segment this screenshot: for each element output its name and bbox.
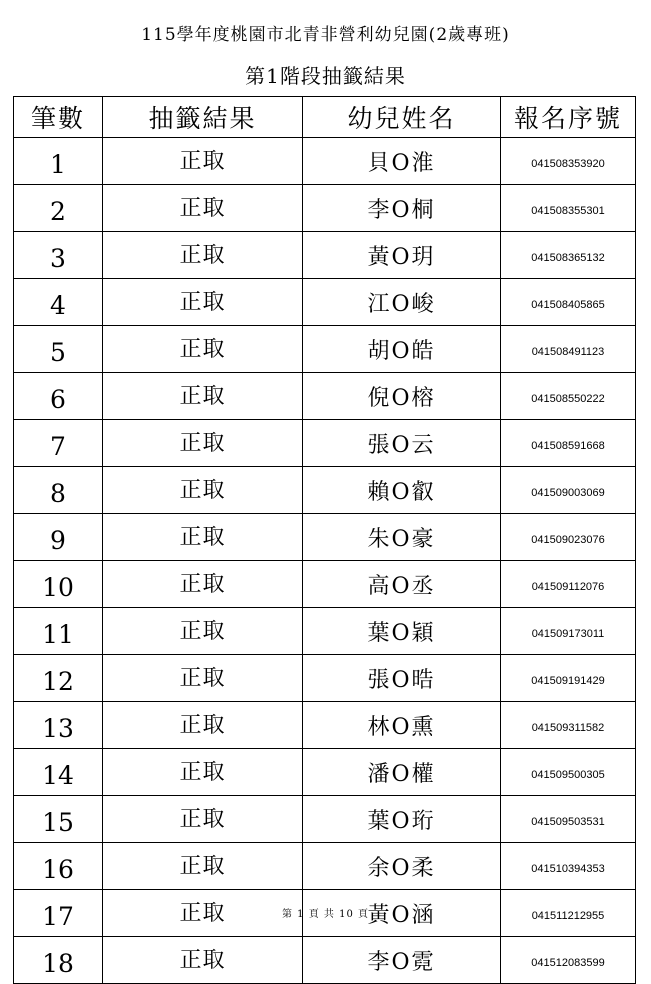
table-row <box>14 655 636 702</box>
row-result: 正取 <box>103 185 303 232</box>
row-registration-number: 041508491123 <box>501 326 636 373</box>
row-registration-number: 041509311582 <box>501 702 636 749</box>
row-result: 正取 <box>103 279 303 326</box>
row-registration-number: 041511212955 <box>501 890 636 937</box>
table-row <box>14 843 636 890</box>
row-registration-number: 041509112076 <box>501 561 636 608</box>
row-number: 10 <box>14 561 103 608</box>
row-child-name: 葉O穎 <box>303 608 501 655</box>
row-registration-number: 041508550222 <box>501 373 636 420</box>
table-row <box>14 937 636 984</box>
row-child-name: 高O丞 <box>303 561 501 608</box>
header-registration-number: 報名序號 <box>501 97 636 138</box>
table-row <box>14 373 636 420</box>
row-result: 正取 <box>103 890 303 937</box>
table-row <box>14 796 636 843</box>
row-child-name: 林O熏 <box>303 702 501 749</box>
table-row <box>14 326 636 373</box>
table-row <box>14 608 636 655</box>
row-number: 16 <box>14 843 103 890</box>
row-registration-number: 041508353920 <box>501 138 636 185</box>
header-child-name: 幼兒姓名 <box>303 97 501 138</box>
row-number: 1 <box>14 138 103 185</box>
table-header-row <box>14 97 636 138</box>
row-number: 18 <box>14 937 103 984</box>
row-child-name: 江O峻 <box>303 279 501 326</box>
row-number: 5 <box>14 326 103 373</box>
row-number: 11 <box>14 608 103 655</box>
row-number: 2 <box>14 185 103 232</box>
row-result: 正取 <box>103 937 303 984</box>
row-result: 正取 <box>103 420 303 467</box>
table-row <box>14 702 636 749</box>
row-child-name: 貝O淮 <box>303 138 501 185</box>
table-row <box>14 138 636 185</box>
row-child-name: 李O桐 <box>303 185 501 232</box>
table-row <box>14 749 636 796</box>
row-child-name: 黃O涵 <box>303 890 501 937</box>
row-registration-number: 041508355301 <box>501 185 636 232</box>
table-row <box>14 420 636 467</box>
table-row <box>14 232 636 279</box>
row-result: 正取 <box>103 138 303 185</box>
row-result: 正取 <box>103 796 303 843</box>
row-child-name: 朱O豪 <box>303 514 501 561</box>
row-number: 12 <box>14 655 103 702</box>
row-registration-number: 041509503531 <box>501 796 636 843</box>
table-row <box>14 561 636 608</box>
row-number: 17 <box>14 890 103 937</box>
row-child-name: 張O云 <box>303 420 501 467</box>
row-result: 正取 <box>103 467 303 514</box>
row-result: 正取 <box>103 373 303 420</box>
document-subtitle: 第1階段抽籤結果 <box>245 64 406 88</box>
row-number: 13 <box>14 702 103 749</box>
row-child-name: 倪O榕 <box>303 373 501 420</box>
row-number: 15 <box>14 796 103 843</box>
row-result: 正取 <box>103 514 303 561</box>
row-registration-number: 041512083599 <box>501 937 636 984</box>
row-child-name: 張O晧 <box>303 655 501 702</box>
row-child-name: 潘O權 <box>303 749 501 796</box>
table-row <box>14 514 636 561</box>
row-number: 7 <box>14 420 103 467</box>
row-registration-number: 041509003069 <box>501 467 636 514</box>
row-result: 正取 <box>103 702 303 749</box>
row-result: 正取 <box>103 608 303 655</box>
row-result: 正取 <box>103 749 303 796</box>
row-child-name: 胡O皓 <box>303 326 501 373</box>
row-child-name: 李O霓 <box>303 937 501 984</box>
row-registration-number: 041509191429 <box>501 655 636 702</box>
row-result: 正取 <box>103 655 303 702</box>
lottery-results-table <box>13 96 636 984</box>
row-number: 6 <box>14 373 103 420</box>
row-number: 8 <box>14 467 103 514</box>
row-child-name: 黃O玥 <box>303 232 501 279</box>
row-registration-number: 041509500305 <box>501 749 636 796</box>
row-result: 正取 <box>103 561 303 608</box>
row-number: 4 <box>14 279 103 326</box>
row-child-name: 賴O叡 <box>303 467 501 514</box>
row-number: 3 <box>14 232 103 279</box>
row-number: 9 <box>14 514 103 561</box>
document-title: 115學年度桃園市北青非營利幼兒園(2歲專班) <box>141 25 510 45</box>
row-registration-number: 041509173011 <box>501 608 636 655</box>
row-registration-number: 041508591668 <box>501 420 636 467</box>
header-result: 抽籤結果 <box>103 97 303 138</box>
row-child-name: 余O柔 <box>303 843 501 890</box>
table-row <box>14 467 636 514</box>
row-child-name: 葉O珩 <box>303 796 501 843</box>
row-registration-number: 041510394353 <box>501 843 636 890</box>
table-row <box>14 279 636 326</box>
row-number: 14 <box>14 749 103 796</box>
table-body <box>14 138 636 984</box>
row-result: 正取 <box>103 843 303 890</box>
row-registration-number: 041508405865 <box>501 279 636 326</box>
table-row <box>14 185 636 232</box>
page-footer: 第 1 頁 共 10 頁 <box>282 909 369 920</box>
header-count: 筆數 <box>14 97 103 138</box>
row-registration-number: 041509023076 <box>501 514 636 561</box>
row-registration-number: 041508365132 <box>501 232 636 279</box>
row-result: 正取 <box>103 232 303 279</box>
row-result: 正取 <box>103 326 303 373</box>
